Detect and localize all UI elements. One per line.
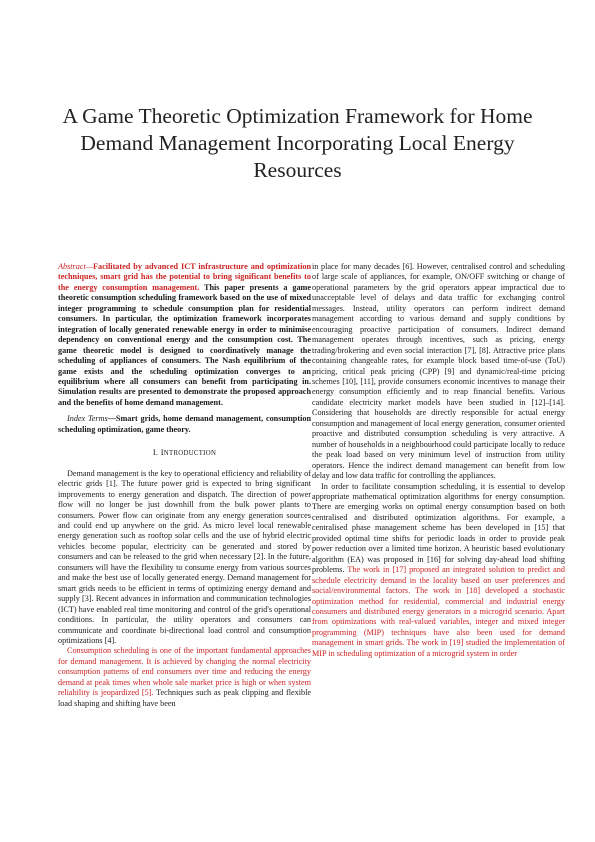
- intro-paragraph-4-highlight: The work in [17] proposed an integrated solution to predict and schedule electricity demand in the locality based on user preferences and social/environmental factors. The work in [18] developed a stochastic optimization method for residential, commercial and industrial energy consumers and distributed energy generators in a microgrid scenario. Apart from optimizations with real-valued variables, integer and mixed integer programming (MIP) techniques have also been used for demand management in smart grids. The work in [19] studied the implementation of MIP in scheduling optimization of a microgrid system in order: [312, 565, 565, 658]
- left-column: [58, 262, 311, 709]
- abstract-label: Abstract—: [58, 262, 94, 271]
- abstract-highlight: Facilitated by advanced ICT infrastructure and optimization techniques, smart grid has the potential to bring significant benefits to the energy consumption management.: [58, 262, 311, 292]
- section-title: NTRODUCTION: [163, 450, 217, 458]
- intro-paragraph-2-highlight: Consumption scheduling is one of the important fundamental approaches for demand management. It is achieved by changing the normal electricity consumption patterns of end consumers over time and reducing the energy demand at peak times when whole sale market price is high or when system reliability is jeopardized [5].: [58, 646, 311, 698]
- intro-paragraph-2-text: Techniques such as peak clipping and flexible load shaping and shifting have been: [58, 688, 311, 708]
- intro-paragraph-2: [58, 646, 311, 709]
- index-terms-text: —Smart grids, home demand management, consumption scheduling optimization, game theory.: [58, 414, 311, 434]
- intro-paragraph-1: Demand management is the key to operational efficiency and reliability of electric grids [1]. The future power grid is expected to bring significant improvements to energy generation and dispatch. The direction of power flow will no longer be just downhill from the bulk power plants to consumers. Power flow can originate from any energy generation sources and could end up anywhere on the grid. As micro level local renewable energy generation such as rooftop solar cells and the use of hybrid electric vehicles become popular, electricity can be generated and stored by consumers and can be released to the grid when necessary [2]. In the future, consumers will have the flexibility to consume energy from various sources and make the best use of locally generated energy. Demand management for smart grids needs to be efficient in terms of optimizing energy demand and supply [3]. Recent advances in information and communication technologies (ICT) have enabled real time monitoring and control of the grid's operational conditions. In particular, the utility operators and consumers can communicate and coordinate bi-directional load control and consumption optimizations [4].: [58, 468, 311, 645]
- section-heading: [58, 448, 311, 459]
- paper-title: A Game Theoretic Optimization Framework for Home Demand Management Incorporating Local Energy Resources: [62, 104, 533, 182]
- index-terms: [58, 414, 311, 435]
- abstract-text: This paper presents a game theoretic consumption scheduling framework based on the use of mixed integer programming to schedule consumption plan for residential consumers. In particular, the optimization framework incorporates integration of locally generated renewable energy in order to minimise dependency on conventional energy and the consumption cost. The game theoretic model is designed to coordinatively manage the scheduling of appliances of consumers. The Nash equilibrium of the game exists and the scheduling optimization converges to an equilibrium where all consumers can benefit from participating in. Simulation results are presented to demonstrate the proposed approach and the benefits of home demand management.: [58, 282, 312, 407]
- index-terms-label: Index Terms: [67, 414, 108, 424]
- intro-paragraph-4-text: In order to facilitate consumption scheduling, it is essential to develop appropriate mathematical optimization algorithms for energy consumption. There are emerging works on optimal energy consumption based on both centralised and distributed optimization algorithms. For example, a centralised phase management scheme has been developed in [15] that provided optimal time shifts for periodic loads in order to provide peak power reduction over a limited time horizon. A heuristic based evolutionary algorithm (EA) was proposed in [16] for solving day-ahead load shifting problems.: [312, 481, 565, 575]
- intro-paragraph-4: [312, 482, 565, 660]
- intro-paragraph-3: in place for many decades [6]. However, centralised control and scheduling of large scale of appliances, for example, ON/OFF switching or change of operational parameters by the grid operators appear impractical due to unacceptable level of delays and data traffic for exchanging control messages. Instead, utility operators can perform indirect demand management according to various demand and supply conditions by encouraging proactive participation of consumers. Indirect demand management operates through incentives, such as pricing, energy trading/brokering and even social interaction [7], [8]. Attractive price plans containing changeable rates, for example block based time-of-use (ToU) pricing, critical peak pricing (CPP) [9] and dynamic/real-time pricing schemes [10], [11], provide consumers economic incentives to manage their energy consumption efficiently and to reap financial benefits. Various candidate electricity market models have been studied in [12]–[14]. Considering that households are directly responsible for actual energy consumption and management of local energy generation, consumer oriented proactive and distributed consumption scheduling is very attractive. A number of households in a neighbourhood could participate locally to reduce the peak load based on very minimum level of instruction from utility operators. Hence the indirect demand management can benefit from low delay and low data traffic for controlling the appliances.: [312, 262, 565, 481]
- right-column: [312, 262, 565, 659]
- section-number: I. I: [152, 448, 164, 458]
- abstract: [58, 262, 311, 408]
